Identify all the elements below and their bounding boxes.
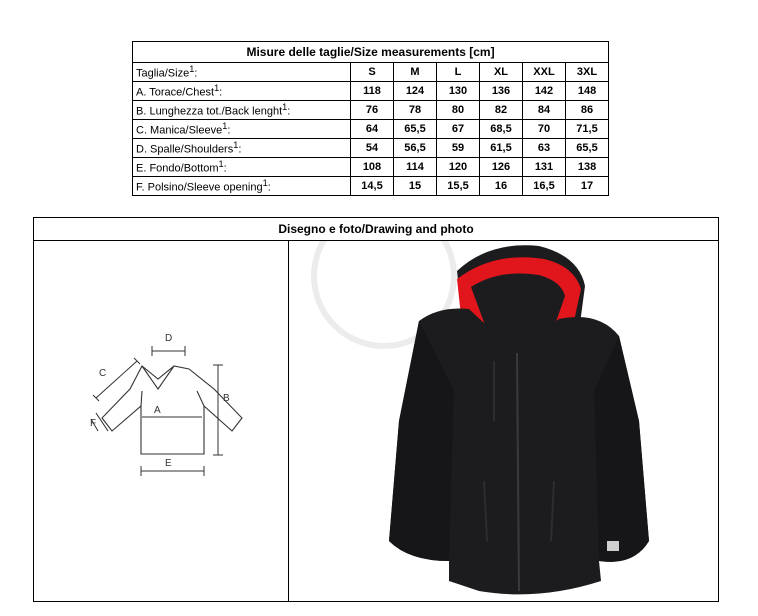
table-cell: 138 — [566, 158, 609, 177]
table-cell: 16 — [480, 177, 523, 196]
jacket-measurement-diagram — [34, 241, 288, 601]
table-cell: 16,5 — [523, 177, 566, 196]
label-c: C — [99, 368, 107, 379]
table-cell: 78 — [394, 101, 437, 120]
table-cell: 148 — [566, 82, 609, 101]
size-header: S — [351, 63, 394, 82]
table-cell: 15 — [394, 177, 437, 196]
table-cell: 17 — [566, 177, 609, 196]
table-cell: 84 — [523, 101, 566, 120]
table-cell: 61,5 — [480, 139, 523, 158]
row-label: A. Torace/Chest$^1$: — [133, 82, 351, 101]
table-cell: 64 — [351, 120, 394, 139]
table-cell: 136 — [480, 82, 523, 101]
size-header: M — [394, 63, 437, 82]
table-cell: 108 — [351, 158, 394, 177]
table-cell: 76 — [351, 101, 394, 120]
table-cell: 126 — [480, 158, 523, 177]
table-cell: 14,5 — [351, 177, 394, 196]
table-cell: 70 — [523, 120, 566, 139]
table-cell: 63 — [523, 139, 566, 158]
table-cell: 80 — [437, 101, 480, 120]
label-f: F — [90, 418, 97, 429]
row-label: C. Manica/Sleeve$^1$: — [133, 120, 351, 139]
table-cell: 142 — [523, 82, 566, 101]
table-row — [133, 158, 609, 177]
table-row — [133, 101, 609, 120]
table-row — [133, 120, 609, 139]
size-header: L — [437, 63, 480, 82]
row-label: D. Spalle/Shoulders$^1$: — [133, 139, 351, 158]
table-cell: 118 — [351, 82, 394, 101]
table-title: Misure delle taglie/Size measurements [cm] — [133, 42, 609, 63]
size-header: XL — [480, 63, 523, 82]
size-measurements-table — [132, 41, 609, 196]
table-cell: 124 — [394, 82, 437, 101]
table-cell: 114 — [394, 158, 437, 177]
drawing-title: Disegno e foto/Drawing and photo — [34, 218, 718, 241]
jacket-image — [289, 241, 718, 601]
table-cell: 15,5 — [437, 177, 480, 196]
table-cell: 56,5 — [394, 139, 437, 158]
table-row — [133, 139, 609, 158]
label-b: B — [223, 393, 230, 404]
table-row — [133, 177, 609, 196]
label-e: E — [165, 458, 172, 469]
row-label: E. Fondo/Bottom$^1$: — [133, 158, 351, 177]
table-cell: 54 — [351, 139, 394, 158]
table-cell: 68,5 — [480, 120, 523, 139]
size-header-row — [133, 63, 609, 82]
table-cell: 131 — [523, 158, 566, 177]
table-cell: 67 — [437, 120, 480, 139]
table-cell: 71,5 — [566, 120, 609, 139]
table-cell: 130 — [437, 82, 480, 101]
label-d: D — [165, 333, 173, 344]
row-label: F. Polsino/Sleeve opening$^1$: — [133, 177, 351, 196]
table-cell: 82 — [480, 101, 523, 120]
label-a: A — [154, 405, 161, 416]
drawing-and-photo-box — [33, 217, 719, 602]
table-cell: 65,5 — [566, 139, 609, 158]
table-cell: 59 — [437, 139, 480, 158]
table-cell: 120 — [437, 158, 480, 177]
size-header: 3XL — [566, 63, 609, 82]
technical-drawing-panel — [34, 241, 289, 601]
table-cell: 65,5 — [394, 120, 437, 139]
table-cell: 86 — [566, 101, 609, 120]
size-header-label: Taglia/Size$^1$: — [133, 63, 351, 82]
row-label: B. Lunghezza tot./Back lenght$^1$: — [133, 101, 351, 120]
table-row — [133, 82, 609, 101]
jacket-photo — [289, 241, 718, 601]
size-header: XXL — [523, 63, 566, 82]
